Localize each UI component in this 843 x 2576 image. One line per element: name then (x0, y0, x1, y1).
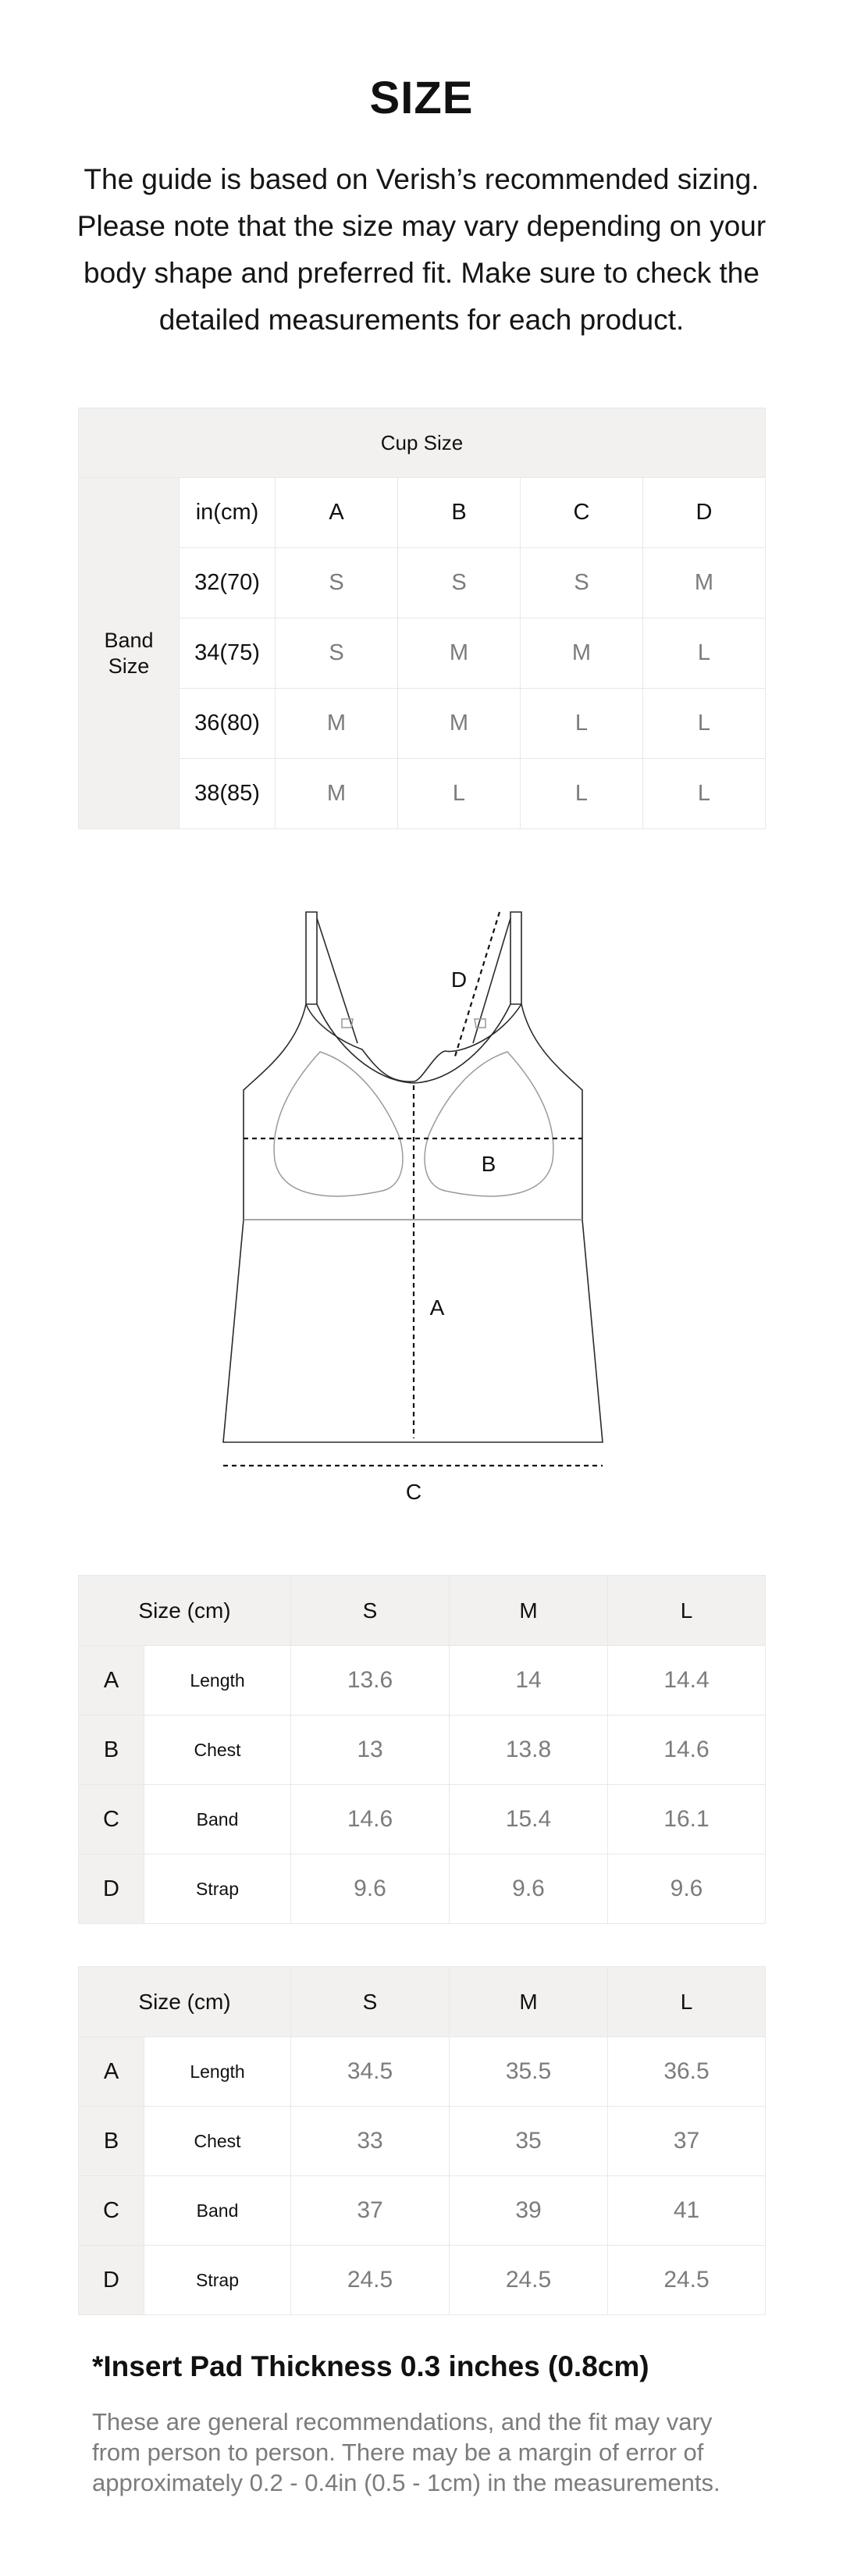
size-cell: M (276, 759, 398, 829)
intro-line: Please note that the size may vary depending on your (76, 210, 767, 242)
measure-part: Chest (144, 2107, 291, 2176)
measure-part: Strap (144, 2246, 291, 2315)
measure-value: 24.5 (291, 2246, 450, 2315)
table-row (79, 2107, 766, 2176)
measure-part: Length (144, 1646, 291, 1716)
size-header: L (608, 1576, 766, 1646)
diagram-label-a: A (429, 1295, 445, 1320)
size-header: M (450, 1967, 608, 2037)
measure-value: 39 (450, 2176, 608, 2246)
cup-size-table (78, 408, 766, 829)
size-cell: M (398, 689, 521, 759)
measure-value: 9.6 (450, 1855, 608, 1924)
measure-part: Length (144, 2037, 291, 2107)
measure-value: 33 (291, 2107, 450, 2176)
cup-header-row (79, 478, 766, 548)
measurement-header-row (79, 1576, 766, 1646)
table-row (79, 1855, 766, 1924)
measure-value: 37 (608, 2107, 766, 2176)
intro-text (70, 156, 773, 344)
size-cell: M (398, 618, 521, 689)
band-label-line: Size (108, 654, 150, 678)
size-header: S (291, 1576, 450, 1646)
measurement-table (78, 1966, 766, 2315)
size-header: M (450, 1576, 608, 1646)
size-cell: L (398, 759, 521, 829)
table-row (79, 1785, 766, 1855)
measure-part: Chest (144, 1716, 291, 1785)
cup-size-title: Cup Size (79, 408, 766, 478)
size-cell: L (521, 689, 643, 759)
measure-letter: C (79, 2176, 144, 2246)
measure-value: 34.5 (291, 2037, 450, 2107)
band-value: 36(80) (180, 689, 276, 759)
disclaimer-line: approximately 0.2 - 0.4in (0.5 - 1cm) in the measurements. (92, 2469, 720, 2496)
measurement-table (78, 1575, 766, 1924)
measure-value: 41 (608, 2176, 766, 2246)
table-row (79, 618, 766, 689)
measure-value: 37 (291, 2176, 450, 2246)
measure-letter: D (79, 2246, 144, 2315)
measure-letter: B (79, 2107, 144, 2176)
measure-letter: B (79, 1716, 144, 1785)
cup-header: C (521, 478, 643, 548)
measure-value: 15.4 (450, 1785, 608, 1855)
table-row (79, 689, 766, 759)
diagram-label-d: D (450, 967, 468, 992)
size-unit-header: Size (cm) (79, 1576, 291, 1646)
size-cell: L (643, 759, 766, 829)
size-cell: L (521, 759, 643, 829)
disclaimer-line: These are general recommendations, and the fit may vary (92, 2408, 713, 2435)
band-label-line: Band (104, 628, 154, 652)
measure-value: 13 (291, 1716, 450, 1785)
table-row (79, 1646, 766, 1716)
band-value: 34(75) (180, 618, 276, 689)
intro-line: The guide is based on Verish’s recommended sizing. (84, 163, 759, 195)
table-row (79, 2037, 766, 2107)
measure-part: Band (144, 1785, 291, 1855)
size-cell: M (276, 689, 398, 759)
measure-letter: D (79, 1855, 144, 1924)
measure-value: 13.8 (450, 1716, 608, 1785)
cup-header: D (643, 478, 766, 548)
table-row (79, 2176, 766, 2246)
measure-part: Strap (144, 1855, 291, 1924)
cup-header: A (276, 478, 398, 548)
measure-value: 36.5 (608, 2037, 766, 2107)
cup-table-title-row (79, 408, 766, 478)
measure-value: 14 (450, 1646, 608, 1716)
left-strap (306, 912, 317, 1004)
size-cell: M (643, 548, 766, 618)
measure-letter: C (79, 1785, 144, 1855)
band-size-label (79, 478, 180, 829)
table-row (79, 2246, 766, 2315)
fit-disclaimer (92, 2407, 763, 2498)
pad-thickness-title: *Insert Pad Thickness 0.3 inches (0.8cm) (92, 2350, 649, 2382)
size-cell: M (521, 618, 643, 689)
garment-diagram (0, 890, 843, 1530)
measure-part: Band (144, 2176, 291, 2246)
size-cell: S (276, 618, 398, 689)
size-cell: L (643, 618, 766, 689)
measure-value: 14.6 (608, 1716, 766, 1785)
measure-value: 13.6 (291, 1646, 450, 1716)
size-cell: S (398, 548, 521, 618)
size-cell: L (643, 689, 766, 759)
measure-value: 35 (450, 2107, 608, 2176)
band-value: 38(85) (180, 759, 276, 829)
size-header: L (608, 1967, 766, 2037)
diagram-label-c: C (405, 1480, 422, 1504)
measure-value: 9.6 (291, 1855, 450, 1924)
page-title: SIZE (369, 73, 474, 123)
size-unit-header: Size (cm) (79, 1967, 291, 2037)
measure-value: 14.6 (291, 1785, 450, 1855)
size-cell: S (521, 548, 643, 618)
band-value: 32(70) (180, 548, 276, 618)
intro-line: body shape and preferred fit. Make sure to check the (84, 257, 759, 289)
table-row (79, 759, 766, 829)
measure-value: 35.5 (450, 2037, 608, 2107)
table-row (79, 548, 766, 618)
measure-value: 14.4 (608, 1646, 766, 1716)
disclaimer-line: from person to person. There may be a margin of error of (92, 2439, 704, 2466)
measurement-header-row (79, 1967, 766, 2037)
measure-letter: A (79, 1646, 144, 1716)
intro-line: detailed measurements for each product. (158, 304, 685, 336)
measure-value: 16.1 (608, 1785, 766, 1855)
diagram-label-b: B (481, 1152, 496, 1176)
size-cell: S (276, 548, 398, 618)
measure-value: 24.5 (608, 2246, 766, 2315)
size-header: S (291, 1967, 450, 2037)
measure-value: 24.5 (450, 2246, 608, 2315)
measure-value: 9.6 (608, 1855, 766, 1924)
cup-header: B (398, 478, 521, 548)
measure-letter: A (79, 2037, 144, 2107)
unit-header: in(cm) (180, 478, 276, 548)
right-strap (510, 912, 521, 1004)
table-row (79, 1716, 766, 1785)
